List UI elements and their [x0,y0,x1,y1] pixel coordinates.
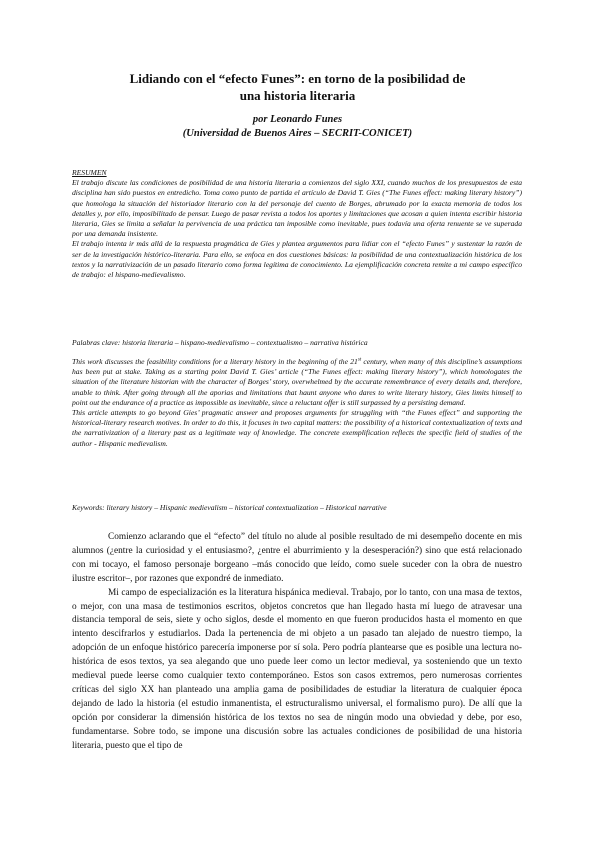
title-line-1: Lidiando con el “efecto Funes”: en torno de la posibilidad de [129,71,466,86]
body-paragraph-2: Mi campo de especialización es la literatura hispánica medieval. Trabajo, por lo tanto, con una masa de textos, o mejor, con una masa de testimonios escritos, objetos concretos que han llegado hasta mí luego de atravesar una distancia temporal de seis, siete y ocho siglos, desde el momento en que fueron producidos hasta el momento en que intento descifrarlos y estudiarlos. Dada la pertenencia de mi objeto a un pasado tan alejado de nuestro tiempo, la adopción de un enfoque histórico parecería imponerse por sí sola. Pero podría plantearse que es posible una lectura no-histórica de esos textos, ya sea alegando que uno puede leer como un lector medieval, ya sosteniendo que un texto medieval puede leerse como cualquier texto contemporáneo. Estos son casos extremos, pero numerosas corrientes críticas del siglo XX han planteado una amplia gama de posibilidades de estudiar la literatura de cualquier época dejando de lado la historia (el estudio inmanentista, el estructuralismo universal, el formalismo puro). De allí que la opción por considerar la dimensión histórica de los textos no sea de ningún modo una obviedad y debe, por eso, fundamentarse. Sobre todo, se impone una discusión sobre las actuales condiciones de posibilidad de una historia literaria, puesto que el tipo de [72,587,522,751]
palabras-clave: Palabras clave: historia literaria – hispano-medievalismo – contextualismo – narrativa histórica [72,338,368,347]
resumen-paragraph-1: El trabajo discute las condiciones de posibilidad de una historia literaria a comienzos del siglo XXI, cuando muchos de los presupuestos de esta disciplina han sido puestos en entredicho. Toma como punto de partida el artículo de David T. Gies (“The Funes effect: making literary history”) que homologa la situación del historiador literario con la del personaje del cuento de Borges, abrumado por la exacta memoria de todos los detalles y, por ello, imposibilitado de pensar. Luego de pasar revista a todos los aportes y limitaciones que acosan a quien intenta escribir historia literaria, Gies se limita a señalar la pervivencia de una práctica tan imposible como inevitable, pues todavía una oferta renuente se ve superada por una demanda insistente. [72,178,522,239]
body-paragraph-1: Comienzo aclarando que el “efecto” del título no alude al posible resultado de mi desempeño docente en mis alumnos (¿entre la curiosidad y el entusiasmo?, ¿entre el aburrimiento y la desesperación?) sino que está relacionado con mi tocayo, el famoso personaje borgeano –más conocido que leído, como suele suceder con la obra de nuestro ilustre escritor–, por razones que expondré de inmediato. [72,532,522,584]
superscript-st: st [357,357,362,363]
abstract-section [72,357,522,449]
paper-title [60,70,535,104]
body-text [72,531,522,754]
author-affiliation: (Universidad de Buenos Aires – SECRIT-CONICET) [182,128,413,139]
author-name: por Leonardo Funes [252,114,343,125]
resumen-paragraph-2: El trabajo intenta ir más allá de la respuesta pragmática de Gies y plantea argumentos para lidiar con el “efecto Funes” y sustentar la razón de ser de la investigación histórico-literaria. Para ello, se enfoca en dos cuestiones básicas: la posibilidad de una contextualización histórica de los textos y la narrativización de un pasado literario como forma legítima de conocimiento. La ejemplificación concreta remite a mi campo específico de trabajo: el hispano-medievalismo. [72,239,522,280]
resumen-section [72,168,522,280]
abstract-paragraph-2: This article attempts to go beyond Gies’ pragmatic answer and proposes arguments for struggling with “the Funes effect” and supporting the historical-literary research motives. In order to do this, it focuses in two capital matters: the possibility of a historical contextualization of texts and the narrativization of a literary past as a legitimate way of knowledge. The concrete exemplification reflects the specific field of studies of the author - Hispanic medievalism. [72,408,522,448]
keywords: Keywords: literary history – Hispanic medievalism – historical contextualization – Historical narrative [72,503,387,512]
resumen-heading: RESUMEN [72,168,107,177]
title-line-2: una historia literaria [239,88,356,103]
abstract-paragraph-1: This work discusses the feasibility conditions for a literary history in the beginning of the 21st century, when many of this discipline’s assumptions has been put at stake. Taking as a starting point David T. Gies’ article (“The Funes effect: making literary history”), which homologates the situation of the literature historian with the character of Borges’ story, overwhelmed by the accurate remembrance of every details and, therefore, unable to think. After going through all the aporias and limitations that haunt anyone who dares to write literary history, Gies limits himself to point out the endurance of a practice as impossible as inevitable, since a reluctant offer is still surpassed by a persisting demand. [72,357,522,407]
author-block [60,113,535,141]
